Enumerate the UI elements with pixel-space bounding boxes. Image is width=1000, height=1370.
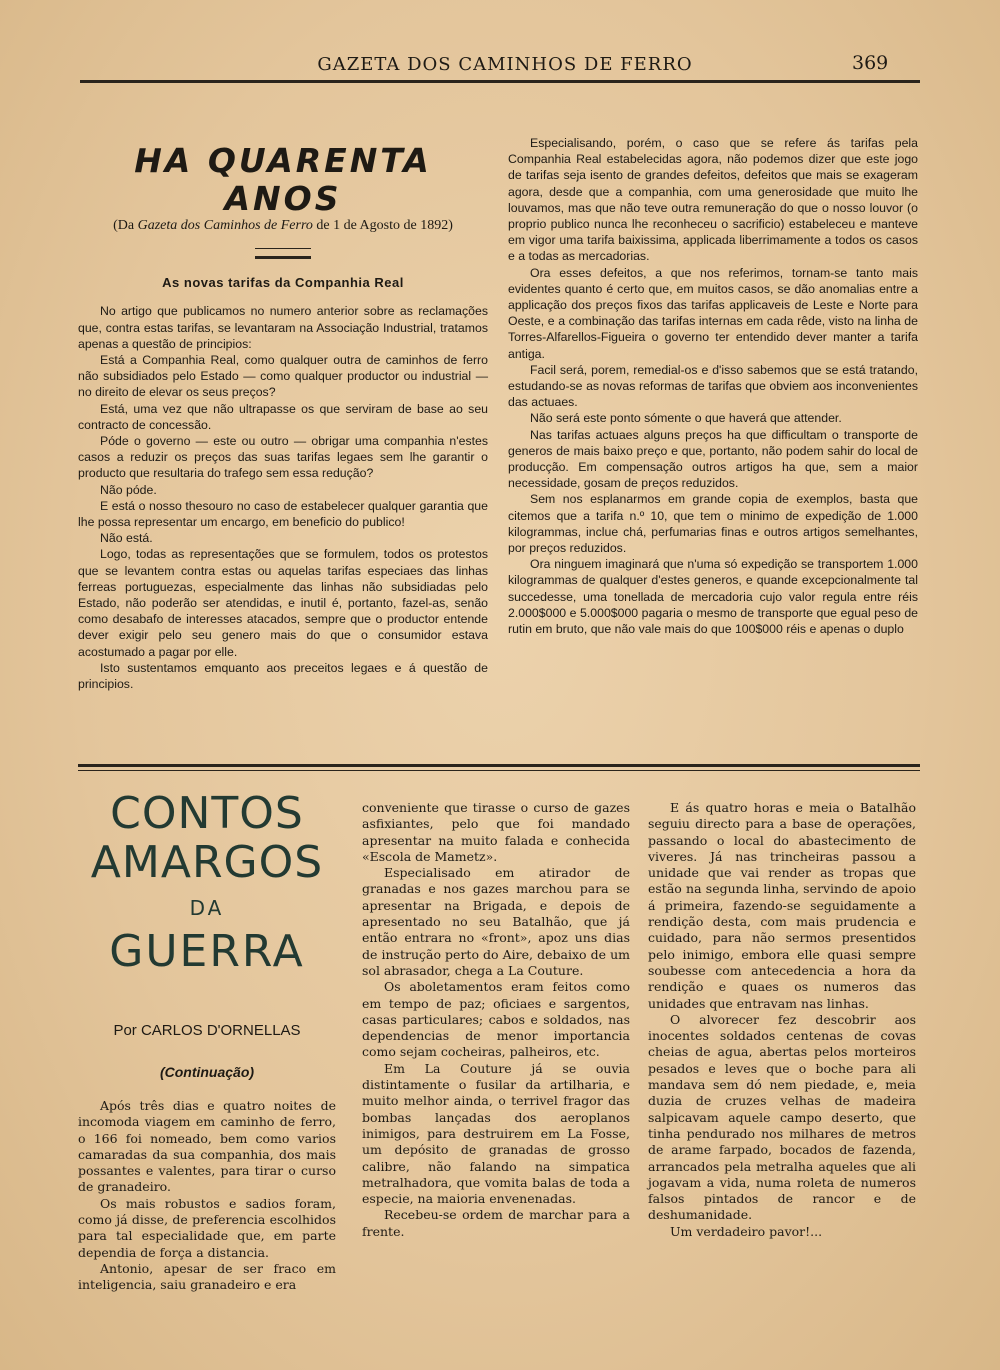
- paragraph: Facil será, porem, remedial-os e d'isso sabemos que se está tratando, estudando-se as novas reformas de tarifas que obviem aos inconvenientes das actuaes.: [508, 362, 918, 410]
- paragraph: Recebeu-se ordem de marchar para a frente.: [362, 1207, 630, 1239]
- story-continuation: (Continuação): [159, 1064, 255, 1080]
- subtitle-prefix: (Da: [113, 218, 138, 233]
- paragraph: conveniente que tirasse o curso de gazes asfixiantes, pelo que foi mandado apresentar na muito falada e conhecida «Escola de Mametz».: [362, 800, 630, 864]
- paragraph: Após três dias e quatro noites de incomoda viagem em caminho de ferro, o 166 foi nomeado, bem como varios camaradas da sua companhia, dos mais possantes e valentes, para tirar o curso de granadeiro.: [78, 1098, 336, 1195]
- story-column-3-paragraphs: [648, 800, 916, 1240]
- paragraph: Os aboletamentos eram feitos como em tempo de paz; oficiaes e sargentos, casas particulares; cabos e soldados, nas dependencias de menor importancia como sejam cocheiras, palheiros, etc.: [362, 979, 630, 1060]
- paragraph: No artigo que publicamos no numero anterior sobre as reclamações que, contra estas tarifas, se levantaram na Associação Industrial, tratamos apenas a questão de principios:: [78, 304, 488, 351]
- story-title-line-1: CONTOS: [110, 788, 304, 839]
- running-title: GAZETA DOS CAMINHOS DE FERRO: [317, 54, 693, 75]
- paragraph: Especialisado em atirador de granadas e nos gazes marchou para se apresentar na Brigada, e depois de apresentado no seu Batalhão, que já então entrara no «front», apoz uns dias de instrução perto do Aire, debaixo de um sol abrasador, chega a La Couture.: [362, 865, 630, 978]
- paragraph: Em La Couture já se ouvia distintamente o fusilar da artilharia, e muito melhor ainda, o terrivel fragor das bombas lançadas dos aeroplanos inimigos, para destruirem em La Fosse, um depósito de granadas de grosso calibre, não falando na simpatica metralhadora, que vomita balas de toda a especie, na maioria envenenadas.: [362, 1060, 630, 1207]
- ornament-divider: [255, 248, 311, 259]
- paragraph: Não está.: [100, 531, 153, 546]
- story-title-line-3: DA: [189, 896, 225, 920]
- section-heading: As novas tarifas da Companhia Real: [162, 275, 404, 291]
- subtitle-source: Gazeta dos Caminhos de Ferro: [137, 218, 313, 233]
- paragraph: Um verdadeiro pavor!...: [670, 1223, 823, 1239]
- page-number: 369: [852, 52, 889, 74]
- subtitle-suffix: de 1 de Agosto de 1892): [312, 218, 453, 233]
- paragraph: Está, uma vez que não ultrapasse os que serviram de base ao seu contracto de concessão.: [78, 401, 488, 432]
- paragraph: Os mais robustos e sadios foram, como já disse, de preferencia escolhidos para tal especialidade que, em parte dependia de força a distancia.: [78, 1195, 336, 1260]
- paragraph: Sem nos esplanarmos em grande copia de exemplos, basta que citemos que a tarifa n.º 10, que tem o minimo de expedição de 1.000 kilogrammas, inclue chá, perfumarias finas e outros artigos semelhantes, por preços reduzidos.: [508, 492, 918, 556]
- paragraph: Isto sustentamos emquanto aos preceitos legaes e á questão de principios.: [78, 660, 488, 692]
- article-top-left-column: [78, 142, 488, 692]
- article-title: HA QUARENTA ANOS: [134, 141, 432, 218]
- story-title: [78, 790, 336, 976]
- article-subtitle: [78, 218, 488, 234]
- article-top-right-column: [508, 135, 918, 637]
- section-divider-thin: [78, 770, 920, 771]
- header-rule: [80, 80, 920, 83]
- paragraph: Não será este ponto sómente o que haverá que attender.: [530, 411, 842, 426]
- story-column-2-paragraphs: [362, 800, 630, 1240]
- paragraph: Ora ninguem imaginará que n'uma só expedição se transportem 1.000 kilogrammas de qualquer d'estes generos, e quande excepcionalmente tal succedesse, uma tonellada de mercadoria cujo valor regula entre réis 2.000$000 e 5.000$000 pagaria o mesmo de transporte que egual peso de rutin em bruto, que não vale mais do que 100$000 réis e apenas o duplo: [508, 557, 918, 637]
- section-divider-thick: [78, 764, 920, 767]
- paragraph: Não póde.: [100, 482, 157, 497]
- top-right-paragraphs: [508, 135, 918, 637]
- paragraph: Póde o governo — este ou outro — obrigar uma companhia n'estes casos a reduzir os preços das suas tarifas legaes sem lhe garantir o producto que resultaria do trafego sem essa redução?: [78, 434, 488, 481]
- story-column-1: [78, 1098, 336, 1294]
- paragraph: Nas tarifas actuaes alguns preços ha que difficultam o transporte de generos de mais baixo preço e que, portanto, não podem sahir do local de producção. Em compensação outros artigos ha que, sem a maior necessidade, gosam de preços reduzidos.: [508, 427, 918, 491]
- top-left-paragraphs: [78, 303, 488, 692]
- story-column-1-paragraphs: [78, 1098, 336, 1294]
- paragraph: Especialisando, porém, o caso que se refere ás tarifas pela Companhia Real estabelecidas agora, não podemos dizer que este jogo de tarifas seja isento de grandes defeitos, defeitos que mais se exageram agora, desde que a companhia, com uma generosidade que muito lhe louvamos, mas que não teve outra remuneração do que o nosso louvor (o proprio publico nunca lhe reconheceu o sacrificio) estabeleceu e manteve em vigor uma tarifa baixissima, applicada liberrimamente a todos os casos e a todas as mercadorias.: [508, 136, 918, 264]
- paragraph: Logo, todas as representações que se formulem, todos os protestos que se levantem contra estas ou aquelas tarifas especiaes das linhas ferreas portuguezas, especialmente das linhas não subsidiadas pelo Estado, não poderão ser atendidas, e inutil é, portanto, fazel-as, senão como desabafo de interesses atacados, sempre que o productor entende dever exigir pelo seu genero mais do que o consumidor estava acostumado a pagar por elle.: [78, 547, 488, 659]
- story-column-3: [648, 800, 916, 1240]
- paragraph: Antonio, apesar de ser fraco em inteligencia, saiu granadeiro e era: [78, 1260, 336, 1293]
- paragraph: E ás quatro horas e meia o Batalhão seguiu directo para a base de operações, passando o local do abastecimento de viveres. Já nas trincheiras passou a unidade que vai render as tropas que estão na segunda linha, servindo de apoio á primeira, fazendo-se seguidamente a rendição desta, com mais prudencia e cuidado, para não sermos presentidos pelo inimigo, embora elle quasi sempre soubesse com antecedencia a hora da rendição e quaes os numeros das unidades que entravam nas linhas.: [648, 800, 916, 1011]
- story-author: Por CARLOS D'ORNELLAS: [113, 1022, 301, 1039]
- story-title-line-2: AMARGOS: [90, 837, 324, 888]
- story-title-line-4: GUERRA: [109, 926, 305, 977]
- story-column-2: [362, 800, 630, 1240]
- paragraph: E está o nosso thesouro no caso de estabelecer qualquer garantia que lhe possa representar um encargo, em beneficio do publico!: [78, 498, 488, 530]
- paragraph: Ora esses defeitos, a que nos referimos, tornam-se tanto mais evidentes quanto é certo que, em muitos casos, se dão anomalias entre a applicação dos preços fixos das tarifas applicaveis de Leste e Norte para Oeste, e a combinação das tarifas internas em cada rêde, visto na linha de Torres-Alfarellos-Figueira o governo ter entendido dever manter a tarifa antiga.: [508, 265, 918, 361]
- paragraph: Está a Companhia Real, como qualquer outra de caminhos de ferro não subsidiados pelo Estado — como qualquer productor ou industrial — no direito de elevar os seus preços?: [78, 353, 488, 400]
- paragraph: O alvorecer fez descobrir aos inocentes soldados centenas de covas cheias de agua, abertas pelos morteiros pesados e leves que o boche para ali mandava sem dó nem piedade, e, meia duzia de cruzes velhas de madeira salpicavam aquele campo deserto, que tinha pendurado nos milhares de metros de arame farpado, bocados de fazenda, arrancados pela metralha aqueles que ali jogavam a vida, numa roleta de numeros falsos pintados de rancor e de deshumanidade.: [648, 1011, 916, 1223]
